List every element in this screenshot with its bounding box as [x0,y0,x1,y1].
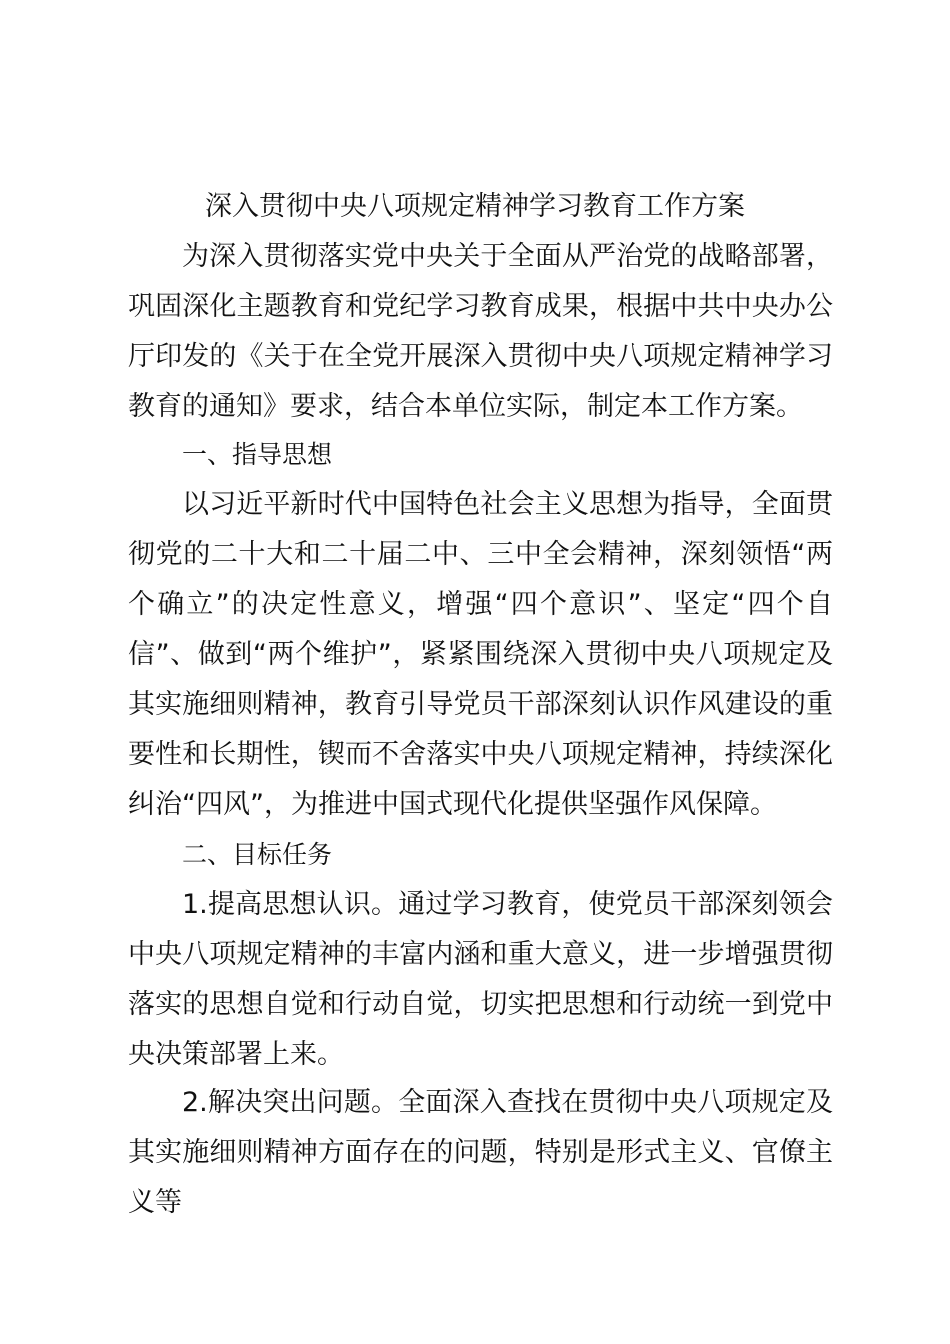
goal-item-2-paragraph: 2.解决突出问题。全面深入查找在贯彻中央八项规定及其实施细则精神方面存在的问题，特别是形式主义、官僚主义等 [128,1087,833,1218]
document-title: 深入贯彻中央八项规定精神学习教育工作方案 [205,191,745,222]
section-heading-goals-tasks: 二、目标任务 [182,840,333,869]
guiding-ideology-paragraph: 以习近平新时代中国特色社会主义思想为指导，全面贯彻党的二十大和二十届二中、三中全会精神，深刻领悟“两个确立”的决定性意义，增强“四个意识”、坚定“四个自信”、做到“两个维护”，紧紧围绕深入贯彻中央八项规定及其实施细则精神，教育引导党员干部深刻认识作风建设的重要性和长期性，锲而不舍落实中央八项规定精神，持续深化纠治“四风”，为推进中国式现代化提供坚强作风保障。 [128,489,833,820]
intro-paragraph: 为深入贯彻落实党中央关于全面从严治党的战略部署，巩固深化主题教育和党纪学习教育成果，根据中共中央办公厅印发的《关于在全党开展深入贯彻中央八项规定精神学习教育的通知》要求，结合本单位实际，制定本工作方案。 [128,241,833,422]
goal-item-1-paragraph: 1.提高思想认识。通过学习教育，使党员干部深刻领会中央八项规定精神的丰富内涵和重大意义，进一步增强贯彻落实的思想自觉和行动自觉，切实把思想和行动统一到党中央决策部署上来。 [128,889,833,1070]
section-heading-guiding-ideology: 一、指导思想 [182,440,333,469]
